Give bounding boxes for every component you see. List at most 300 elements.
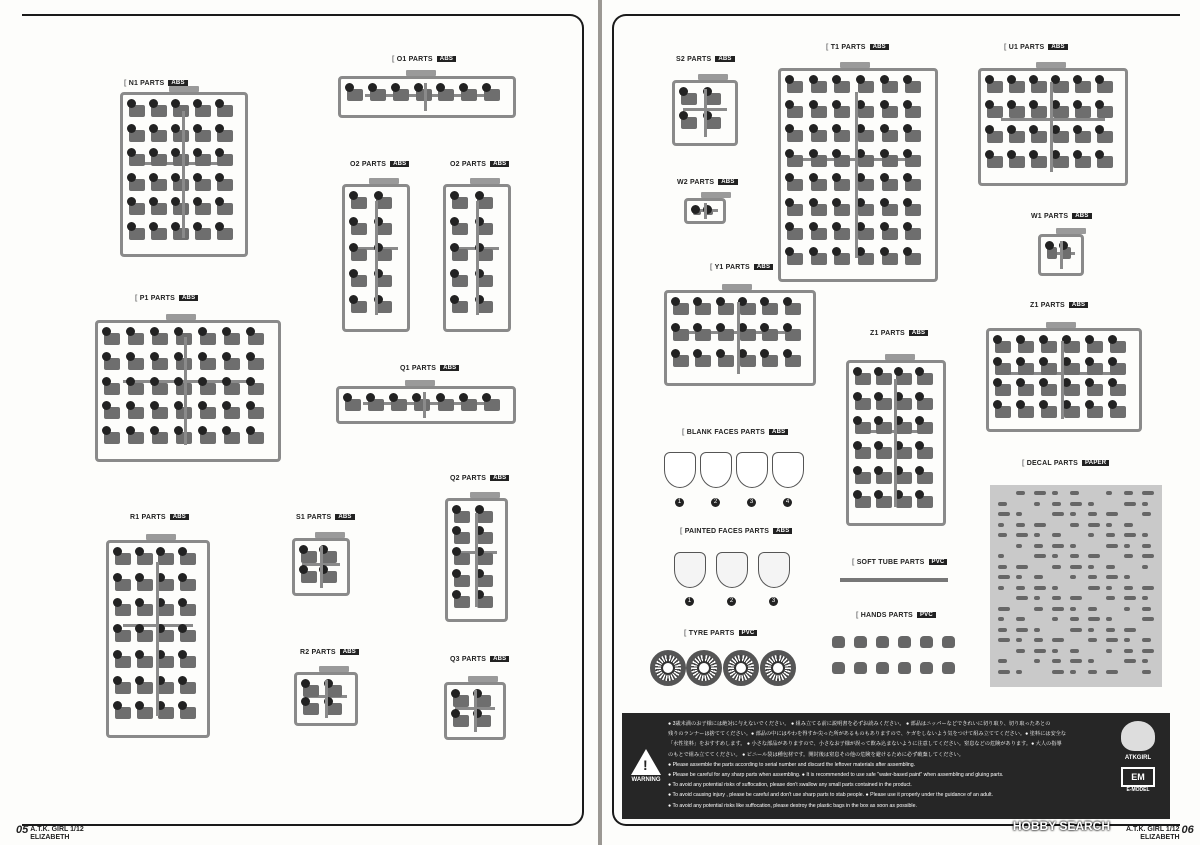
decal-mark <box>1124 502 1136 506</box>
decal-sheet <box>990 485 1162 687</box>
notice-line: のもとで組み立ててください。 ● ビニール袋は種包材です。開封後は窒息その他の危険を避けるために必ず破棄してください。 <box>668 751 964 758</box>
decal-mark <box>998 502 1007 506</box>
part-number-dot <box>903 149 912 158</box>
part-number: 4 <box>783 498 792 507</box>
page-number: 05 <box>16 824 29 836</box>
label-decal: [ DECAL PARTS PAPER <box>1022 460 1109 467</box>
part-number-dot <box>436 393 445 402</box>
part-number-dot <box>246 377 255 386</box>
part-number-dot <box>785 149 794 158</box>
decal-mark <box>1016 617 1025 621</box>
notice-line: ● 3歳未満のお子様には絶対に与えないでください。 ● 組み立てる前に説明書を必ずお読みください。 ● 部品はニッパーなどできれいに切り取り、切り取ったあとの <box>668 721 1051 727</box>
part-number-dot <box>193 124 202 133</box>
decal-mark <box>1088 586 1100 590</box>
decal-mark <box>1016 523 1025 527</box>
part-number-dot <box>856 173 865 182</box>
label-p1: [ P1 PARTS ABS <box>135 295 198 302</box>
part-number-dot <box>246 352 255 361</box>
part-number-dot <box>178 547 187 556</box>
decal-mark <box>1088 533 1094 537</box>
decal-mark <box>1070 512 1076 516</box>
part-number-dot <box>738 323 747 332</box>
part-number-dot <box>856 100 865 109</box>
part-number-dot <box>1029 100 1038 109</box>
part-number-dot <box>459 393 468 402</box>
part-number-dot <box>874 367 883 376</box>
decal-mark <box>1106 628 1115 632</box>
part-number-dot <box>149 99 158 108</box>
part-number-dot <box>193 197 202 206</box>
part-number-dot <box>1029 150 1038 159</box>
label-o1: [ O1 PARTS ABS <box>392 56 456 63</box>
decal-mark <box>998 533 1007 537</box>
decal-mark <box>1142 502 1148 506</box>
part-number-dot <box>215 197 224 206</box>
part-number-dot <box>1051 150 1060 159</box>
part-number-dot <box>1073 150 1082 159</box>
sprue-s2 <box>672 80 738 146</box>
part-number-dot <box>475 569 484 578</box>
right-footer <box>1126 826 1194 842</box>
part-number-dot <box>475 191 484 200</box>
decal-mark <box>1034 533 1040 537</box>
decal-mark <box>1124 596 1136 600</box>
part-number-dot <box>150 377 159 386</box>
decal-mark <box>1070 617 1079 621</box>
notice-line: ● Please assemble the parts according to serial number and discard the leftover materials after assembling. <box>668 761 916 768</box>
blank-face <box>736 452 768 488</box>
label-hands: [ HANDS PARTS PVC <box>856 612 936 619</box>
part-number-dot <box>473 689 482 698</box>
notice-line: ● To avoid any potential risks like suffocation, please destroy the plastic bags in the box as soon as possible. <box>668 802 917 809</box>
sprue-q1 <box>336 386 516 424</box>
label-s2: S2 PARTS ABS <box>676 56 735 63</box>
label-y1: [ Y1 PARTS ABS <box>710 264 773 271</box>
sprue-w1 <box>1038 234 1084 276</box>
part-number-dot <box>809 75 818 84</box>
part-number-dot <box>319 565 328 574</box>
part-number-dot <box>703 205 712 214</box>
part-number-dot <box>1016 378 1025 387</box>
footer-subtitle: ELIZABETH <box>1140 834 1180 841</box>
part-number-dot <box>135 624 144 633</box>
part-number-dot <box>1073 100 1082 109</box>
painted-face <box>674 552 706 588</box>
part-number-dot <box>993 378 1002 387</box>
decal-mark <box>1088 554 1100 558</box>
decal-mark <box>1070 670 1076 674</box>
part-number-dot <box>374 243 383 252</box>
decal-mark <box>998 586 1004 590</box>
decal-mark <box>1016 670 1022 674</box>
decal-mark <box>1052 502 1061 506</box>
decal-mark <box>1052 491 1058 495</box>
part-number-dot <box>1051 75 1060 84</box>
part-number-dot <box>1062 378 1071 387</box>
part-number-dot <box>171 99 180 108</box>
part-number-dot <box>1085 378 1094 387</box>
part-number-dot <box>215 222 224 231</box>
part-number-dot <box>880 149 889 158</box>
part-number-dot <box>450 217 459 226</box>
part-number-dot <box>178 598 187 607</box>
part-number-dot <box>452 505 461 514</box>
part-number-dot <box>1029 125 1038 134</box>
part-number-dot <box>1085 400 1094 409</box>
safety-notice <box>622 713 1170 819</box>
part-number-dot <box>856 124 865 133</box>
part-number-dot <box>349 217 358 226</box>
part-number-dot <box>1039 335 1048 344</box>
page-number: 06 <box>1181 824 1194 836</box>
sprue-w2 <box>684 198 726 224</box>
decal-mark <box>1034 638 1043 642</box>
part-number-dot <box>473 709 482 718</box>
part-number-dot <box>198 352 207 361</box>
decal-mark <box>1070 491 1079 495</box>
label-w1: W1 PARTS ABS <box>1031 213 1092 220</box>
decal-mark <box>1052 544 1064 548</box>
decal-mark <box>1016 628 1028 632</box>
hand-part <box>832 636 845 648</box>
decal-mark <box>1016 565 1028 569</box>
decal-mark <box>1124 586 1133 590</box>
warning-label: WARNING <box>631 777 661 783</box>
decal-mark <box>998 554 1004 558</box>
decal-mark <box>1034 659 1040 663</box>
part-number-dot <box>1108 400 1117 409</box>
decal-mark <box>1070 523 1079 527</box>
part-number-dot <box>475 547 484 556</box>
decal-mark <box>1106 533 1115 537</box>
part-number-dot <box>1095 150 1104 159</box>
decal-mark <box>1106 575 1118 579</box>
decal-mark <box>1142 670 1151 674</box>
part-number-dot <box>149 197 158 206</box>
sprue-z1 <box>986 328 1142 432</box>
part-number-dot <box>915 490 924 499</box>
part-number-dot <box>671 323 680 332</box>
decal-mark <box>1034 554 1046 558</box>
decal-mark <box>1088 607 1097 611</box>
part-number-dot <box>150 352 159 361</box>
part-number-dot <box>985 150 994 159</box>
decal-mark <box>1106 565 1115 569</box>
label-s1: S1 PARTS ABS <box>296 514 355 521</box>
part-number-dot <box>156 573 165 582</box>
part-number-dot <box>1029 75 1038 84</box>
part-number-dot <box>475 269 484 278</box>
decal-mark <box>1034 544 1043 548</box>
decal-mark <box>1106 523 1112 527</box>
decal-mark <box>1142 554 1154 558</box>
part-number-dot <box>193 173 202 182</box>
part-number-dot <box>915 416 924 425</box>
decal-mark <box>1088 638 1097 642</box>
decal-mark <box>1088 628 1094 632</box>
decal-mark <box>1052 649 1058 653</box>
hand-part <box>876 662 889 674</box>
part-number-dot <box>1007 100 1016 109</box>
label-q2: Q2 PARTS ABS <box>450 475 509 482</box>
warning-block <box>628 749 664 783</box>
part-number-dot <box>135 701 144 710</box>
part-number-dot <box>880 247 889 256</box>
label-w2: W2 PARTS ABS <box>677 179 738 186</box>
part-number-dot <box>198 327 207 336</box>
part-number-dot <box>150 327 159 336</box>
part-number-dot <box>853 367 862 376</box>
part-number-dot <box>475 590 484 599</box>
part-number-dot <box>475 295 484 304</box>
part-number-dot <box>452 590 461 599</box>
part-number-dot <box>374 191 383 200</box>
part-number-dot <box>785 222 794 231</box>
hand-part <box>854 636 867 648</box>
part-number-dot <box>126 327 135 336</box>
part-number-dot <box>785 198 794 207</box>
part-number-dot <box>126 377 135 386</box>
part-number-dot <box>174 327 183 336</box>
part-number-dot <box>880 173 889 182</box>
decal-mark <box>1106 596 1115 600</box>
part-number-dot <box>301 697 310 706</box>
notice-text <box>668 719 1104 811</box>
label-z1b: Z1 PARTS ABS <box>1030 302 1088 309</box>
hand-part <box>832 662 845 674</box>
decal-mark <box>1088 512 1097 516</box>
part-number-dot <box>171 173 180 182</box>
decal-mark <box>1124 649 1133 653</box>
part-number-dot <box>856 198 865 207</box>
part-number-dot <box>1016 400 1025 409</box>
part-number-dot <box>1073 125 1082 134</box>
sprue-r2 <box>294 672 358 726</box>
part-number-dot <box>856 75 865 84</box>
brand-block <box>1112 721 1164 793</box>
part-number-dot <box>985 75 994 84</box>
part-number-dot <box>880 198 889 207</box>
decal-mark <box>1088 523 1100 527</box>
decal-mark <box>1052 670 1064 674</box>
part-number: 2 <box>711 498 720 507</box>
hand-part <box>898 662 911 674</box>
part-number-dot <box>149 148 158 157</box>
part-number-dot <box>874 392 883 401</box>
part-number-dot <box>215 124 224 133</box>
sprue-q3 <box>444 682 506 740</box>
part-number-dot <box>1045 241 1054 250</box>
decal-mark <box>1124 607 1130 611</box>
blank-face <box>664 452 696 488</box>
part-number: 1 <box>685 597 694 606</box>
part-number-dot <box>475 505 484 514</box>
part-number-dot <box>809 124 818 133</box>
decal-mark <box>1106 638 1118 642</box>
part-number-dot <box>127 222 136 231</box>
part-number-dot <box>391 83 400 92</box>
decal-mark <box>1034 628 1040 632</box>
decal-mark <box>1016 638 1022 642</box>
part-number-dot <box>738 297 747 306</box>
part-number-dot <box>246 327 255 336</box>
label-painted-faces: [ PAINTED FACES PARTS ABS <box>680 528 792 535</box>
decal-mark <box>1142 512 1151 516</box>
part-number-dot <box>985 100 994 109</box>
decal-mark <box>1124 544 1130 548</box>
decal-mark <box>1088 502 1094 506</box>
decal-mark <box>1034 523 1046 527</box>
label-u1: [ U1 PARTS ABS <box>1004 44 1068 51</box>
part-number-dot <box>374 269 383 278</box>
part-number-dot <box>880 75 889 84</box>
emodel-sub: E-MODEL <box>1126 787 1150 793</box>
decal-mark <box>1016 533 1028 537</box>
part-number-dot <box>785 173 794 182</box>
part-number-dot <box>993 335 1002 344</box>
part-number-dot <box>368 83 377 92</box>
tyre-part <box>723 650 759 686</box>
part-number-dot <box>301 679 310 688</box>
part-number-dot <box>450 243 459 252</box>
notice-line: ● To avoid any potential risks of suffocation, please don't swallow any small parts contained in the product. <box>668 782 912 789</box>
decal-mark <box>1106 617 1112 621</box>
decal-mark <box>1070 607 1076 611</box>
part-number-dot <box>178 650 187 659</box>
part-number-dot <box>452 569 461 578</box>
decal-mark <box>1142 544 1151 548</box>
label-r2: R2 PARTS ABS <box>300 649 359 656</box>
part-number-dot <box>874 416 883 425</box>
decal-mark <box>998 617 1004 621</box>
part-number-dot <box>324 697 333 706</box>
part-number-dot <box>856 222 865 231</box>
decal-mark <box>1052 565 1061 569</box>
decal-mark <box>1142 491 1154 495</box>
part-number-dot <box>880 222 889 231</box>
sprue-t1 <box>778 68 938 282</box>
label-tyre: [ TYRE PARTS PVC <box>684 630 757 637</box>
part-number-dot <box>703 87 712 96</box>
part-number-dot <box>785 247 794 256</box>
decal-mark <box>1052 596 1061 600</box>
part-number-dot <box>135 547 144 556</box>
notice-line: 残りのランナーは捨ててください。● 部品の中にはやわを得すか尖った所があるものもありますので、ケガをしないよう気をつけて組み立ててください。● 塗料には安全な <box>668 731 1067 738</box>
part-number-dot <box>832 149 841 158</box>
notice-line: ● Please be careful for any sharp parts when assembling. ● It is recommended to use safe "water-based paint" when assembling and gluing parts. <box>668 772 1004 779</box>
decal-mark <box>998 659 1007 663</box>
part-number-dot <box>349 295 358 304</box>
hand-part <box>854 662 867 674</box>
part-number-dot <box>856 247 865 256</box>
part-number-dot <box>135 573 144 582</box>
part-number: 2 <box>727 597 736 606</box>
decal-mark <box>1016 575 1022 579</box>
decal-mark <box>1088 659 1094 663</box>
part-number-dot <box>102 327 111 336</box>
part-number-dot <box>985 125 994 134</box>
part-number-dot <box>679 87 688 96</box>
part-number-dot <box>171 148 180 157</box>
decal-mark <box>1034 586 1046 590</box>
brand-name: ATKGIRL <box>1124 755 1152 761</box>
sprue-z1-hex <box>846 360 946 526</box>
part-number-dot <box>880 124 889 133</box>
decal-mark <box>1052 586 1058 590</box>
decal-mark <box>1142 649 1154 653</box>
tyre-part <box>760 650 796 686</box>
decal-mark <box>1052 607 1064 611</box>
part-number-dot <box>193 222 202 231</box>
part-number-dot <box>414 83 423 92</box>
decal-mark <box>1016 491 1025 495</box>
part-number-dot <box>1051 100 1060 109</box>
decal-mark <box>1052 554 1058 558</box>
part-number-dot <box>1085 357 1094 366</box>
part-number-dot <box>809 222 818 231</box>
part-number-dot <box>1007 75 1016 84</box>
part-number-dot <box>809 173 818 182</box>
part-number-dot <box>894 441 903 450</box>
label-soft-tube: [ SOFT TUBE PARTS PVC <box>852 559 947 566</box>
label-blank-faces: [ BLANK FACES PARTS ABS <box>682 429 788 436</box>
part-number-dot <box>345 83 354 92</box>
part-number-dot <box>1108 335 1117 344</box>
decal-mark <box>1016 649 1025 653</box>
tyre-part <box>650 650 686 686</box>
part-number-dot <box>785 124 794 133</box>
part-number-dot <box>178 624 187 633</box>
decal-mark <box>1034 575 1043 579</box>
part-number-dot <box>343 393 352 402</box>
decal-mark <box>1142 596 1148 600</box>
part-number-dot <box>222 327 231 336</box>
decal-mark <box>998 670 1010 674</box>
part-number-dot <box>215 173 224 182</box>
part-number-dot <box>127 148 136 157</box>
part-number-dot <box>198 377 207 386</box>
part-number-dot <box>450 269 459 278</box>
blank-face <box>772 452 804 488</box>
part-number-dot <box>880 100 889 109</box>
footer-title: A.T.K. GIRL 1/12 <box>1126 826 1180 833</box>
decal-mark <box>1052 512 1064 516</box>
part-number-dot <box>903 100 912 109</box>
hand-part <box>920 662 933 674</box>
part-number-dot <box>785 75 794 84</box>
sprue-o1 <box>338 76 516 118</box>
part-number-dot <box>374 295 383 304</box>
part-number-dot <box>1095 75 1104 84</box>
decal-mark <box>1052 659 1061 663</box>
decal-mark <box>1142 586 1154 590</box>
part-number: 3 <box>769 597 778 606</box>
decal-mark <box>1124 628 1136 632</box>
sprue-n1 <box>120 92 248 257</box>
part-number-dot <box>1051 125 1060 134</box>
part-number-dot <box>915 392 924 401</box>
decal-mark <box>1070 649 1079 653</box>
decal-mark <box>1106 586 1112 590</box>
part-number-dot <box>1108 357 1117 366</box>
part-number-dot <box>215 99 224 108</box>
part-number-dot <box>1039 357 1048 366</box>
part-number-dot <box>809 198 818 207</box>
decal-mark <box>1106 670 1118 674</box>
sprue-y1 <box>664 290 816 386</box>
part-number-dot <box>785 100 794 109</box>
decal-mark <box>998 575 1010 579</box>
